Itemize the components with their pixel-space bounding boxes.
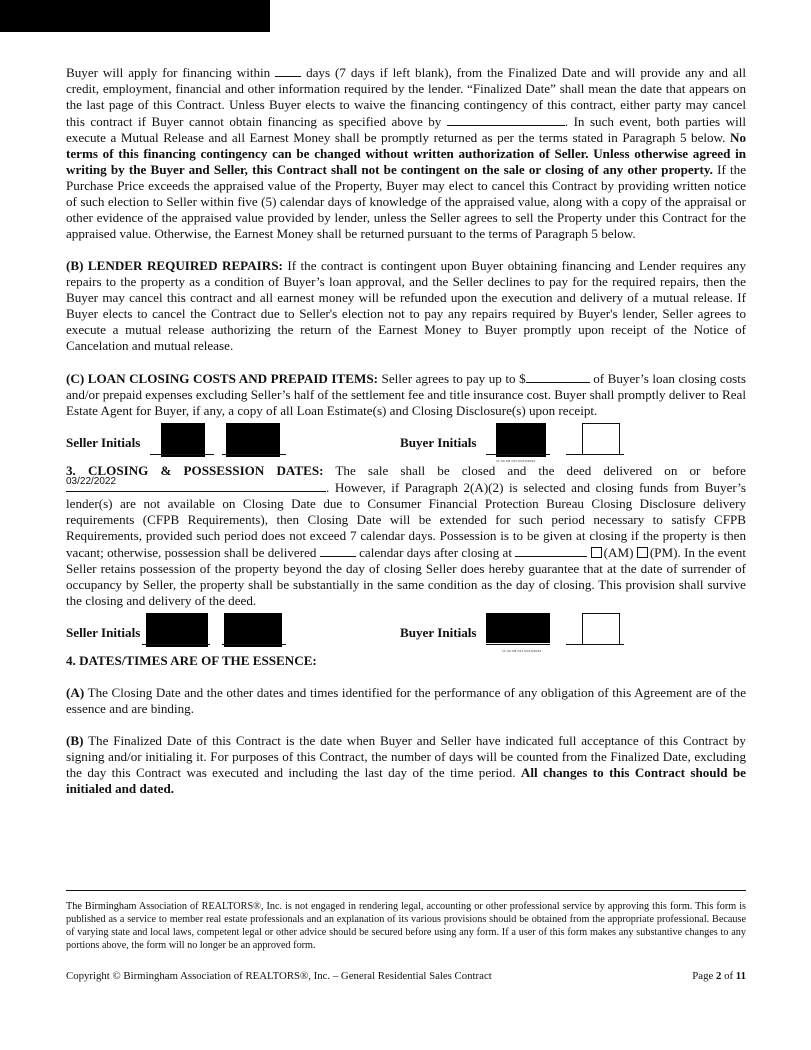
buyer-initials-stamp-2: 11:34 AM CST 03/10/2022 [502,649,542,653]
buyer-initials-line-1 [486,454,550,455]
loan-closing-text-2: of Buyer’s loan closing costs and/or prepaid expenses excluding Seller’s half of the settlement fee and title insurance cost. Buyer shall promptly deliver to Real Estate Agent for Buyer, if any, a copy of all Loan Estimate(s) and Closing Disclosure(s) upon receipt. [66,371,747,418]
closing-heading: 3. CLOSING & POSSESSION DATES: [66,463,324,478]
possession-days-blank[interactable] [320,544,356,557]
financing-text-1: Buyer will apply for financing within [66,65,271,80]
loan-closing-amount-blank[interactable] [526,370,590,383]
financing-text-2: days (7 days if left blank), from the Finalized Date and will provide any and all credit, employment, financial and other information required by the lender. “Finalized Date” shall mean the date that appears on the last page of this Contract. Unless Buyer elects to waive the financing contingency of this contract, either party may cancel this contract if Buyer cannot obtain financing as specified above by [66,65,746,129]
buyer-initials-line-4 [566,644,624,645]
buyer-initials-stamp-1: 11:34 AM CST 03/10/2022 [496,459,536,463]
dates-essence-b [66,733,746,797]
dates-essence-heading-para [66,653,746,669]
buyer-initials-line-2 [566,454,624,455]
footer-divider [66,890,746,891]
seller-initials-redacted-4 [224,613,282,647]
lender-repairs-heading: (B) LENDER REQUIRED REPAIRS: [66,258,283,273]
buyer-initials-redacted-1 [496,423,546,457]
page-total: 11 [735,970,746,982]
initials-row-1 [66,421,746,463]
seller-initials-label: Seller Initials [66,435,141,450]
dates-essence-a-label: (A) [66,685,85,700]
page-current: 2 [715,970,722,982]
lender-repairs-text: If the contract is contingent upon Buyer obtaining financing and Lender requires any repairs to the property as a condition of Buyer’s loan approval, and the Seller declines to pay for the required repairs, then the Buyer may cancel this contract and all earnest money will be refunded upon the execution and delivery of a mutual release. If Buyer elects to cancel the Contract due to Seller's election not to pay any repairs required by Buyer's lender, Seller agrees to execute a mutual release authorizing the return of the Earnest Money to Buyer promptly upon receipt of the Notice of Cancelation and mutual release. [66,258,746,353]
closing-possession-paragraph [66,463,746,609]
buyer-initials-box-3[interactable] [582,613,620,645]
seller-initials-line-1 [150,454,214,455]
footer-disclaimer: The Birmingham Association of REALTORS®, Inc. is not engaged in rendering legal, accounting or other professional service by approving this form. This form is published as a service to member real estate professionals and an explanation of its various provisions should be obtained from the appropriate professional. Because of varying state and local laws, competent legal or other advice should be secured before using any form. If a user of this form makes any substantive changes to any portions above, the form will no longer be an approved form. [66,901,746,951]
seller-initials-redacted-2 [226,423,280,457]
buyer-initials-box-2[interactable] [582,423,620,455]
loan-closing-costs-paragraph [66,370,746,419]
loan-closing-text-1: Seller agrees to pay up to $ [381,371,526,386]
seller-initials-redacted-3 [146,613,208,647]
closing-date-field[interactable] [66,476,326,492]
closing-text-4: In the event Seller retains possession of the property beyond the day of closing Seller does hereby guarantee that at the date of surrender of occupancy by Seller, the property shall be substantially in the same condition as the day of closing. This provision shall survive the closing and delivery of the deed. [66,545,746,608]
copyright-line [66,970,746,982]
page-number [692,970,746,982]
copyright-text: Copyright © Birmingham Association of REALTORS®, Inc. – General Residential Sales Contract [66,970,492,982]
closing-date-value: 03/22/2022 [66,476,117,487]
buyer-initials-label: Buyer Initials [400,435,477,450]
buyer-initials-redacted-2 [486,613,550,643]
seller-initials-label-2: Seller Initials [66,625,141,640]
seller-initials-redacted-1 [161,423,205,457]
buyer-initials-label-2: Buyer Initials [400,625,477,640]
seller-initials-line-4 [222,644,286,645]
financing-paragraph [66,64,746,242]
closing-text-2: . However, if Paragraph 2(A)(2) is selected and closing funds from Buyer’s lender(s) are not available on Closing Date due to Consumer Financial Protection Bureau Closing Disclosure delivery requirements (CFPB Requirements), then Closing Date will be extended for such period necessary to satisfy CFPB Requirements, provided such period does not exceed 7 calendar days. Possession is to be given at closing if the property is then vacant; otherwise, possession shall be delivered [66,480,746,560]
pm-checkbox[interactable] [637,547,648,558]
closing-text-1: The sale shall be closed and the deed delivered on or before [335,463,746,478]
financing-deadline-blank[interactable] [447,113,565,126]
initials-row-2 [66,611,746,653]
page-prefix: Page [692,970,714,982]
financing-bold-text: No terms of this financing contingency can be changed without written authorization of Seller. Unless otherwise agreed in writing by the Buyer and Seller, this Contract shall not be contingent on the sale or closing of any other property. [66,130,746,177]
closing-text-3: calendar days after closing at [359,545,512,560]
possession-time-blank[interactable] [515,544,587,557]
dates-essence-a-text: The Closing Date and the other dates and times identified for the performance of any obligation of this Agreement are of the essence and are binding. [66,685,746,716]
page-of: of [724,970,734,982]
lender-repairs-paragraph [66,258,746,354]
seller-initials-line-3 [142,644,210,645]
am-checkbox[interactable] [591,547,602,558]
buyer-initials-line-3 [486,644,550,645]
dates-essence-a [66,685,746,717]
am-label: (AM) [603,545,634,560]
pm-label: (PM). [649,545,681,560]
dates-essence-b-label: (B) [66,733,84,748]
dates-essence-heading: 4. DATES/TIMES ARE OF THE ESSENCE: [66,653,317,668]
financing-text-4: If the Purchase Price exceeds the appraised value of the Property, Buyer may elect to cancel this Contract by providing written notice of such election to Seller within five (5) calendar days of knowledge of the appraised value, along with a copy of the appraisal or other evidence of the appraised value provided by lender, unless the Seller agrees to sell the Property under this Contract for the appraised value. Otherwise, the Earnest Money shall be returned pursuant to the terms of Paragraph 5 below. [66,162,747,241]
financing-days-blank[interactable] [275,64,301,77]
dates-essence-b-bold: All changes to this Contract should be initialed and dated. [66,765,746,796]
seller-initials-line-2 [222,454,286,455]
loan-closing-heading: (C) LOAN CLOSING COSTS AND PREPAID ITEMS: [66,371,378,386]
contract-page [66,64,746,813]
redaction-block-header [0,0,270,32]
financing-text-3: . In such event, both parties will execute a Mutual Release and all Earnest Money shall be promptly returned as per the terms stated in Paragraph 5 below. [66,114,746,145]
dates-essence-b-text: The Finalized Date of this Contract is the date when Buyer and Seller have indicated full acceptance of this Contract by signing and/or initialing it. For purposes of this Contract, the number of days will be counted from the Finalized Date, excluding the day this Contract was executed and including the last day of the time period. [66,733,746,780]
